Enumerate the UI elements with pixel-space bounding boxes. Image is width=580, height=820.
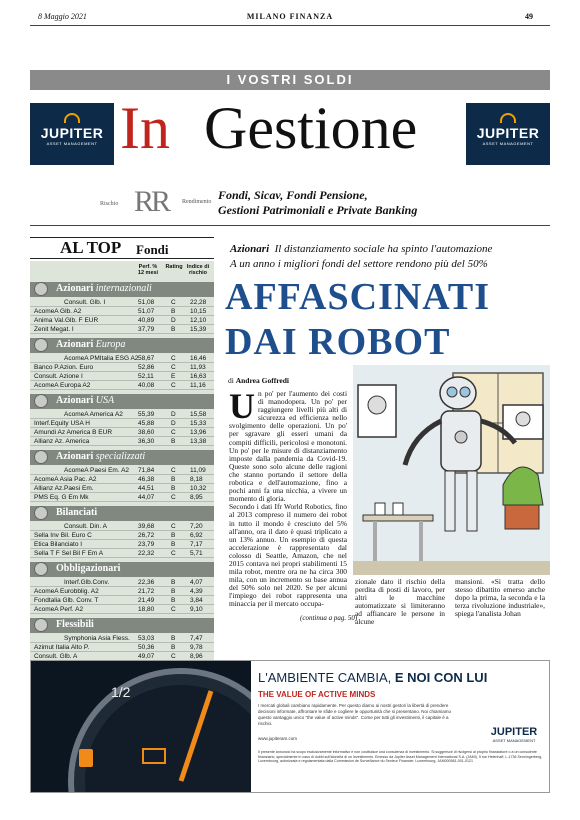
gauge-label: 1/2 <box>111 684 131 700</box>
table-row <box>30 411 214 419</box>
risk: 7,20 <box>190 523 203 530</box>
risk: 7,17 <box>190 541 203 548</box>
table-row <box>30 373 214 381</box>
altop-section <box>30 338 214 353</box>
article-deck: A un anno i migliori fondi del settore rendono più del 50% <box>230 258 488 270</box>
table-row <box>30 597 214 605</box>
ad-jupiter-logo <box>482 726 546 748</box>
perf: 44,51 <box>138 485 155 492</box>
risk: 10,15 <box>190 308 207 315</box>
altop-header <box>30 237 214 259</box>
rr-letters: RR <box>134 185 169 218</box>
jupiter-arc-icon <box>64 113 80 123</box>
ad-logo-name: JUPITER <box>490 726 538 738</box>
rating: B <box>171 476 176 483</box>
risk: 11,09 <box>190 467 206 474</box>
risk: 4,39 <box>190 588 203 595</box>
perf: 53,03 <box>138 635 155 642</box>
altop-sub: Fondi <box>136 242 169 257</box>
fuel-gauge-image <box>31 661 251 792</box>
article-column-3: mansioni. «Si tratta dello stesso dibattito emerso anche dopo la prima, la seconda e la terza rivoluzione industriale», spiega l'analista Johan <box>455 577 545 619</box>
altop-table <box>30 261 214 681</box>
rating: B <box>171 438 176 445</box>
rating: B <box>171 588 176 595</box>
risk: 12,10 <box>190 317 207 324</box>
altop-section <box>30 562 214 577</box>
risk: 16,63 <box>190 373 207 380</box>
rating: C <box>171 467 176 474</box>
section-medal-icon <box>34 450 48 464</box>
table-row <box>30 438 214 446</box>
fund-name: PMS Eq. G Em Mk <box>34 494 89 501</box>
ad-headline: L'AMBIENTE CAMBIA, E NOI CON LUI <box>258 670 488 685</box>
rating: B <box>171 308 176 315</box>
rating: C <box>171 299 176 306</box>
section-title: Obbligazionari <box>56 563 121 574</box>
fund-name: Zenit Megat. I <box>34 326 74 333</box>
risk: 8,95 <box>190 494 203 501</box>
fund-name: Interf.Equity USA H <box>34 420 90 427</box>
fund-name: Consult. Din. A <box>64 523 107 530</box>
drop-cap: U <box>229 386 255 426</box>
col-perf: Perf. % 12 mesi <box>137 264 159 276</box>
rating: B <box>171 579 176 586</box>
rating: D <box>171 420 176 427</box>
perf: 51,08 <box>138 299 155 306</box>
fund-name: Sella Inv Bil. Euro C <box>34 532 92 539</box>
rating: C <box>171 494 176 501</box>
masthead: MILANO FINANZA <box>246 12 334 21</box>
section-medal-icon <box>34 282 48 296</box>
fund-name: Banco P.Azion. Euro <box>34 364 94 371</box>
fund-name: Etica Bilanciato I <box>34 541 83 548</box>
fund-name: Azimut Italia Alto P. <box>34 644 90 651</box>
risk: 8,96 <box>190 653 203 660</box>
section-medal-icon <box>34 394 48 408</box>
risk: 16,46 <box>190 355 207 362</box>
risk: 4,07 <box>190 579 203 586</box>
article-column-2: zionale dato il rischio della perdita di posti di lavoro, per altri le macchine automatizzate si limiteranno ad affiancare le persone in alcune <box>355 577 445 627</box>
header-rule <box>30 25 550 26</box>
section-title: Azionari USA <box>56 395 115 406</box>
perf: 36,30 <box>138 438 155 445</box>
rating: B <box>171 541 176 548</box>
altop-section <box>30 394 214 409</box>
robot-head-icon <box>440 377 476 409</box>
ad-tagline: THE VALUE OF ACTIVE MINDS <box>258 690 376 699</box>
perf: 46,38 <box>138 476 155 483</box>
subtitle-rule <box>30 225 550 226</box>
table-row <box>30 467 214 475</box>
jupiter-logo-right <box>466 103 550 165</box>
rating: B <box>171 644 176 651</box>
page-number: 49 <box>525 12 533 21</box>
fund-name: AcomeA America A2 <box>64 411 123 418</box>
fund-name: Symphonia Asia Fless. <box>64 635 130 642</box>
rating: B <box>171 635 176 642</box>
risk: 15,58 <box>190 411 207 418</box>
perf: 40,08 <box>138 382 155 389</box>
risk: 5,71 <box>190 550 203 557</box>
continued-note: (continua a pag. 50) <box>300 614 358 622</box>
altop-title: AL TOP <box>60 238 122 257</box>
perf: 58,67 <box>138 355 155 362</box>
altop-section <box>30 450 214 465</box>
fuel-pump-icon <box>79 749 93 767</box>
fund-name: AcomeA Paesi Em. A2 <box>64 467 130 474</box>
table-row <box>30 588 214 596</box>
risk: 13,96 <box>190 429 207 436</box>
risk: 15,33 <box>190 420 207 427</box>
table-row <box>30 523 214 531</box>
table-row <box>30 364 214 372</box>
table-row <box>30 317 214 325</box>
perf: 18,80 <box>138 606 155 613</box>
risk: 22,28 <box>190 299 207 306</box>
fund-name: Consult. Azione I <box>34 373 83 380</box>
perf: 49,07 <box>138 653 155 660</box>
article-para-1: n po' per l'aumento dei costi di manodopera. Un po' per raggiungere livelli più alti di sicurezza ed efficienza nello svolgimento delle operazioni. Un po' per sgravare gli esseri umani da compiti difficili, pericolosi e monotoni. Un po' per le misure di distanziamento imposte dalla pandemia da Covid-19. Queste sono solo alcune delle ragioni che stanno portando il settore della robotica e dell'automazione, fino a pochi anni fa una nicchia, a vivere un momento di gloria. <box>229 389 347 504</box>
fund-name: Anima Val.Glb. F EUR <box>34 317 99 324</box>
risk: 7,47 <box>190 635 203 642</box>
article-kicker: Azionari Il distanziamento sociale ha spinto l'automazione <box>230 243 493 255</box>
ad-body: I mercati globali cambiano rapidamente. Per questo diamo ai nostri gestori la libertà di prendere decisioni informate, affrontare le sfide e cogliere le opportunità che si presentano. Noi chiamiamo questo vantaggio unico "the value of active minds". Come per tutti gli investimenti, il capitale è a rischio. <box>258 703 452 726</box>
rating: C <box>171 355 176 362</box>
table-row <box>30 420 214 428</box>
ad-url[interactable]: www.jupiteram.com <box>258 736 298 741</box>
table-row <box>30 476 214 484</box>
perf: 40,89 <box>138 317 155 324</box>
fund-name: AcomeA Eurobblig. A2 <box>34 588 99 595</box>
altop-section <box>30 282 214 297</box>
perf: 38,60 <box>138 429 155 436</box>
rating: B <box>171 532 176 539</box>
rating: C <box>171 382 176 389</box>
robot-illustration <box>353 365 550 575</box>
rr-rendimento: Rendimento <box>182 199 212 205</box>
altop-section <box>30 618 214 633</box>
table-row <box>30 494 214 502</box>
risk: 15,39 <box>190 326 207 333</box>
rating: C <box>171 523 176 530</box>
rischio-rendimento-logo <box>100 185 212 218</box>
risk: 13,38 <box>190 438 207 445</box>
perf: 45,88 <box>138 420 155 427</box>
risk: 9,10 <box>190 606 203 613</box>
ad-logo-sub: ASSET MANAGEMENT <box>492 738 536 743</box>
perf: 21,49 <box>138 597 155 604</box>
perf: 44,07 <box>138 494 155 501</box>
col-risk: Indice di rischio <box>186 264 210 276</box>
section-title: Azionari Europa <box>56 339 126 350</box>
table-row <box>30 532 214 540</box>
jupiter-logo-left <box>30 103 114 165</box>
table-row <box>30 606 214 614</box>
table-row <box>30 326 214 334</box>
logo-name: JUPITER <box>476 125 540 141</box>
fund-name: AcomeA PMItalia ESG A2 <box>64 355 139 362</box>
section-title: Flessibili <box>56 619 94 630</box>
perf: 71,84 <box>138 467 155 474</box>
perf: 55,39 <box>138 411 155 418</box>
subtitle-line1: Fondi, Sicav, Fondi Pensione, <box>218 188 368 202</box>
rating: C <box>171 429 176 436</box>
perf: 26,72 <box>138 532 155 539</box>
fund-name: Fondtalia Glb. Conv. T <box>34 597 99 604</box>
altop-section <box>30 506 214 521</box>
fund-name: Allianz Az.Paesi Em. <box>34 485 94 492</box>
section-title: Azionari specializzati <box>56 451 146 462</box>
rating: B <box>171 597 176 604</box>
risk: 3,84 <box>190 597 203 604</box>
perf: 23,79 <box>138 541 155 548</box>
rating: C <box>171 550 176 557</box>
fund-name: Amundi Az America B EUR <box>34 429 113 436</box>
section-medal-icon <box>34 562 48 576</box>
risk: 6,92 <box>190 532 203 539</box>
fund-name: Sella T F Sel Bil F Em A <box>34 550 104 557</box>
table-row <box>30 299 214 307</box>
issue-date: 8 Maggio 2021 <box>38 12 87 21</box>
rating: B <box>171 326 176 333</box>
section-medal-icon <box>34 338 48 352</box>
headline-line1: AFFASCINATI <box>225 276 491 318</box>
article-para-2: Secondo i dati Ifr World Robotics, fino al 2013 compreso il numero dei robot in tutto il mondo è cresciuto del 5% all'anno, ora il dato è quasi triplicato a un 13% annuo. Un esempio di questa accelerazione è rappresentato dal colosso di Seattle, Amazon, che nel 2015 contava nei propri stabilimenti 15 mila robot, mentre ora ne ha circa 300 mila, con un incremento su base annua del 50% solo nel 2020. Se per alcuni l'impiego dei robot rappresenta una minaccia per il mercato occupa- <box>229 502 347 609</box>
risk: 11,16 <box>190 382 206 389</box>
rating: C <box>171 364 176 371</box>
headline-line2: DAI ROBOT <box>225 321 451 363</box>
byline: di Andrea Goffredi <box>228 376 289 385</box>
perf: 50,36 <box>138 644 155 651</box>
fund-name: AcomeA Europa A2 <box>34 382 91 389</box>
table-row <box>30 644 214 652</box>
perf: 52,11 <box>138 373 154 380</box>
fund-name: AcomeA Asia Pac. A2 <box>34 476 97 483</box>
perf: 22,32 <box>138 550 155 557</box>
logo-sub: ASSET MANAGEMENT <box>482 141 534 146</box>
perf: 52,86 <box>138 364 155 371</box>
fund-name: Interf.Glb.Conv. <box>64 579 110 586</box>
rr-rischio: Rischio <box>100 201 119 207</box>
logo-sub: ASSET MANAGEMENT <box>46 141 98 146</box>
table-row <box>30 579 214 587</box>
table-row <box>30 308 214 316</box>
rating: D <box>171 317 176 324</box>
fund-name: Allianz Az. America <box>34 438 90 445</box>
logo-name: JUPITER <box>40 125 104 141</box>
table-row <box>30 485 214 493</box>
rating: E <box>171 373 176 380</box>
title-in: In <box>120 95 170 161</box>
perf: 22,36 <box>138 579 155 586</box>
perf: 37,79 <box>138 326 155 333</box>
subtitle-line2: Gestioni Patrimoniali e Private Banking <box>218 203 418 217</box>
rating: D <box>171 411 176 418</box>
table-row <box>30 355 214 363</box>
table-row <box>30 429 214 437</box>
rating: C <box>171 653 176 660</box>
ad-disclaimer: Il presente annuncio ha scopo esclusivamente informativo e non costituisce una consulenza di investimento. Si suggerisce di rivolgersi al proprio finanziatore o a un consulente finanziario, specialmente in caso di dubbi sull'idoneità di un investimento. Emesso da Jupiter Asset Management International S.A. (JAMI), 5 rue Heienhaff, L-1736 Senningerberg, Luxembourg, autorizzata e regolamentata dalla Commission de Surveillance du Secteur Financier. Luxembourg. JAM000561-001-0121 <box>258 750 543 764</box>
table-row <box>30 635 214 643</box>
rating: B <box>171 485 176 492</box>
table-row <box>30 382 214 390</box>
fund-name: AcomeA Perf. A2 <box>34 606 84 613</box>
table-row <box>30 541 214 549</box>
perf: 39,68 <box>138 523 155 530</box>
section-title: Azionari internazionali <box>56 283 152 294</box>
fund-name: AcomeA Glb. A2 <box>34 308 82 315</box>
rating: C <box>171 606 176 613</box>
col-rating: Rating <box>165 264 183 270</box>
section-title: Bilanciati <box>56 507 98 518</box>
risk: 10,32 <box>190 485 207 492</box>
fund-name: Consult. Glb. A <box>34 653 78 660</box>
perf: 21,72 <box>138 588 155 595</box>
section-medal-icon <box>34 618 48 632</box>
risk: 11,93 <box>190 364 206 371</box>
risk: 9,78 <box>190 644 203 651</box>
perf: 51,07 <box>138 308 155 315</box>
title-gestione: Gestione <box>204 95 418 161</box>
section-band: I VOSTRI SOLDI <box>30 70 550 90</box>
jupiter-arc-icon <box>500 113 516 123</box>
table-row <box>30 550 214 558</box>
article-column-1 <box>229 386 347 609</box>
fund-name: Consult. Glb. I <box>64 299 106 306</box>
section-medal-icon <box>34 506 48 520</box>
risk: 8,18 <box>190 476 203 483</box>
